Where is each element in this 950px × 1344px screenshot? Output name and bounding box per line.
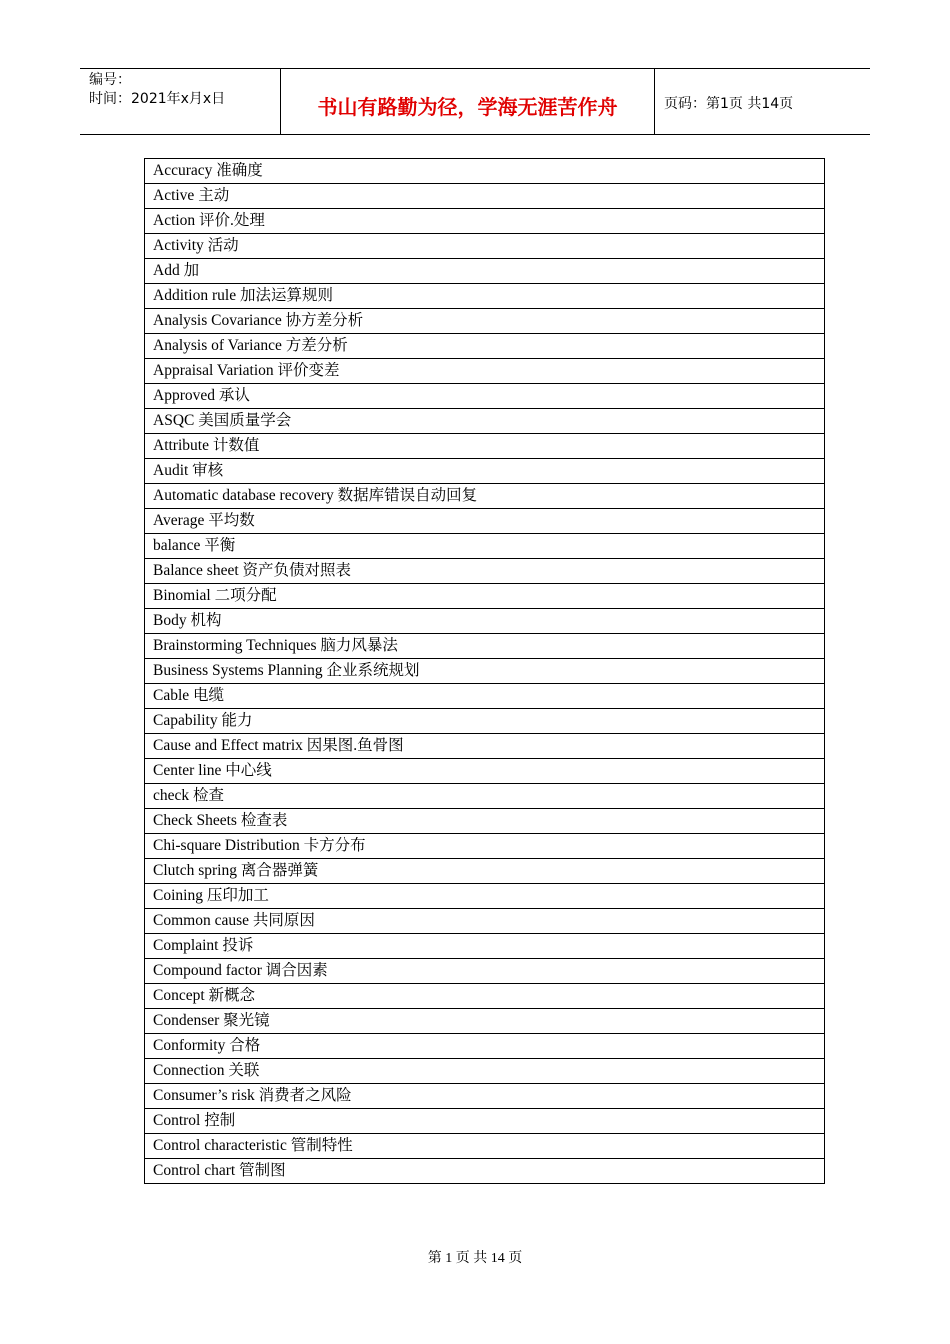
number-label: 编号： bbox=[89, 72, 131, 88]
glossary-row bbox=[145, 909, 825, 934]
glossary-row bbox=[145, 284, 825, 309]
glossary-term: Cable 电缆 bbox=[145, 684, 825, 709]
glossary-row bbox=[145, 734, 825, 759]
glossary-term: Accuracy 准确度 bbox=[145, 159, 825, 184]
glossary-term: Chi-square Distribution 卡方分布 bbox=[145, 834, 825, 859]
page-header bbox=[80, 68, 870, 135]
glossary-row bbox=[145, 434, 825, 459]
glossary-term: check 检查 bbox=[145, 784, 825, 809]
glossary-row bbox=[145, 984, 825, 1009]
glossary-term: Connection 关联 bbox=[145, 1059, 825, 1084]
glossary-term: Automatic database recovery 数据库错误自动回复 bbox=[145, 484, 825, 509]
glossary-term: Conformity 合格 bbox=[145, 1034, 825, 1059]
glossary-row bbox=[145, 459, 825, 484]
glossary-term: ASQC 美国质量学会 bbox=[145, 409, 825, 434]
glossary-row bbox=[145, 884, 825, 909]
glossary-term: Addition rule 加法运算规则 bbox=[145, 284, 825, 309]
glossary-term: Concept 新概念 bbox=[145, 984, 825, 1009]
glossary-row bbox=[145, 334, 825, 359]
glossary-term: Analysis Covariance 协方差分析 bbox=[145, 309, 825, 334]
glossary-term: Control chart 管制图 bbox=[145, 1159, 825, 1184]
glossary-row bbox=[145, 159, 825, 184]
glossary-term: Action 评价.处理 bbox=[145, 209, 825, 234]
glossary-term: Balance sheet 资产负债对照表 bbox=[145, 559, 825, 584]
glossary-term: balance 平衡 bbox=[145, 534, 825, 559]
glossary-row bbox=[145, 859, 825, 884]
glossary-term: Control characteristic 管制特性 bbox=[145, 1134, 825, 1159]
glossary-table bbox=[144, 158, 825, 1184]
glossary-term: Add 加 bbox=[145, 259, 825, 284]
glossary-row bbox=[145, 309, 825, 334]
glossary-row bbox=[145, 934, 825, 959]
glossary-term: Coining 压印加工 bbox=[145, 884, 825, 909]
glossary-row bbox=[145, 184, 825, 209]
glossary-term: Brainstorming Techniques 脑力风暴法 bbox=[145, 634, 825, 659]
glossary-term: Binomial 二项分配 bbox=[145, 584, 825, 609]
page-footer: 第 1 页 共 14 页 bbox=[427, 1251, 523, 1266]
glossary-term: Cause and Effect matrix 因果图.鱼骨图 bbox=[145, 734, 825, 759]
glossary-row bbox=[145, 509, 825, 534]
glossary-term: Attribute 计数值 bbox=[145, 434, 825, 459]
glossary-row bbox=[145, 659, 825, 684]
glossary-row bbox=[145, 809, 825, 834]
glossary-term: Check Sheets 检查表 bbox=[145, 809, 825, 834]
glossary-row bbox=[145, 1059, 825, 1084]
glossary-row bbox=[145, 959, 825, 984]
glossary-row bbox=[145, 1034, 825, 1059]
glossary-row bbox=[145, 484, 825, 509]
glossary-term: Center line 中心线 bbox=[145, 759, 825, 784]
glossary-term: Body 机构 bbox=[145, 609, 825, 634]
glossary-row bbox=[145, 584, 825, 609]
glossary-term: Complaint 投诉 bbox=[145, 934, 825, 959]
glossary-row bbox=[145, 559, 825, 584]
glossary-term: Clutch spring 离合器弹簧 bbox=[145, 859, 825, 884]
glossary-row bbox=[145, 1084, 825, 1109]
glossary-row bbox=[145, 784, 825, 809]
glossary-term: Approved 承认 bbox=[145, 384, 825, 409]
glossary-row bbox=[145, 359, 825, 384]
glossary-term: Compound factor 调合因素 bbox=[145, 959, 825, 984]
glossary-row bbox=[145, 259, 825, 284]
glossary-row bbox=[145, 534, 825, 559]
glossary-row bbox=[145, 1134, 825, 1159]
glossary-row bbox=[145, 234, 825, 259]
glossary-term: Common cause 共同原因 bbox=[145, 909, 825, 934]
glossary-term: Audit 审核 bbox=[145, 459, 825, 484]
glossary-term: Appraisal Variation 评价变差 bbox=[145, 359, 825, 384]
glossary-row bbox=[145, 1009, 825, 1034]
glossary-term: Consumer’s risk 消费者之风险 bbox=[145, 1084, 825, 1109]
glossary-row bbox=[145, 834, 825, 859]
glossary-row bbox=[145, 409, 825, 434]
glossary-term: Business Systems Planning 企业系统规划 bbox=[145, 659, 825, 684]
glossary-row bbox=[145, 384, 825, 409]
glossary-row bbox=[145, 209, 825, 234]
glossary-row bbox=[145, 609, 825, 634]
header-page-info: 页码：第1页 共14页 bbox=[664, 96, 794, 112]
glossary-row bbox=[145, 1159, 825, 1184]
glossary-row bbox=[145, 709, 825, 734]
header-motto: 书山有路勤为径，学海无涯苦作舟 bbox=[281, 69, 655, 135]
glossary-row bbox=[145, 759, 825, 784]
time-label: 时间：2021年x月x日 bbox=[89, 91, 226, 107]
glossary-row bbox=[145, 634, 825, 659]
glossary-term: Activity 活动 bbox=[145, 234, 825, 259]
glossary-term: Capability 能力 bbox=[145, 709, 825, 734]
glossary-term: Condenser 聚光镜 bbox=[145, 1009, 825, 1034]
glossary-term: Average 平均数 bbox=[145, 509, 825, 534]
glossary-term: Control 控制 bbox=[145, 1109, 825, 1134]
glossary-term: Active 主动 bbox=[145, 184, 825, 209]
header-meta bbox=[80, 69, 281, 135]
glossary-row bbox=[145, 1109, 825, 1134]
glossary-row bbox=[145, 684, 825, 709]
glossary-term: Analysis of Variance 方差分析 bbox=[145, 334, 825, 359]
